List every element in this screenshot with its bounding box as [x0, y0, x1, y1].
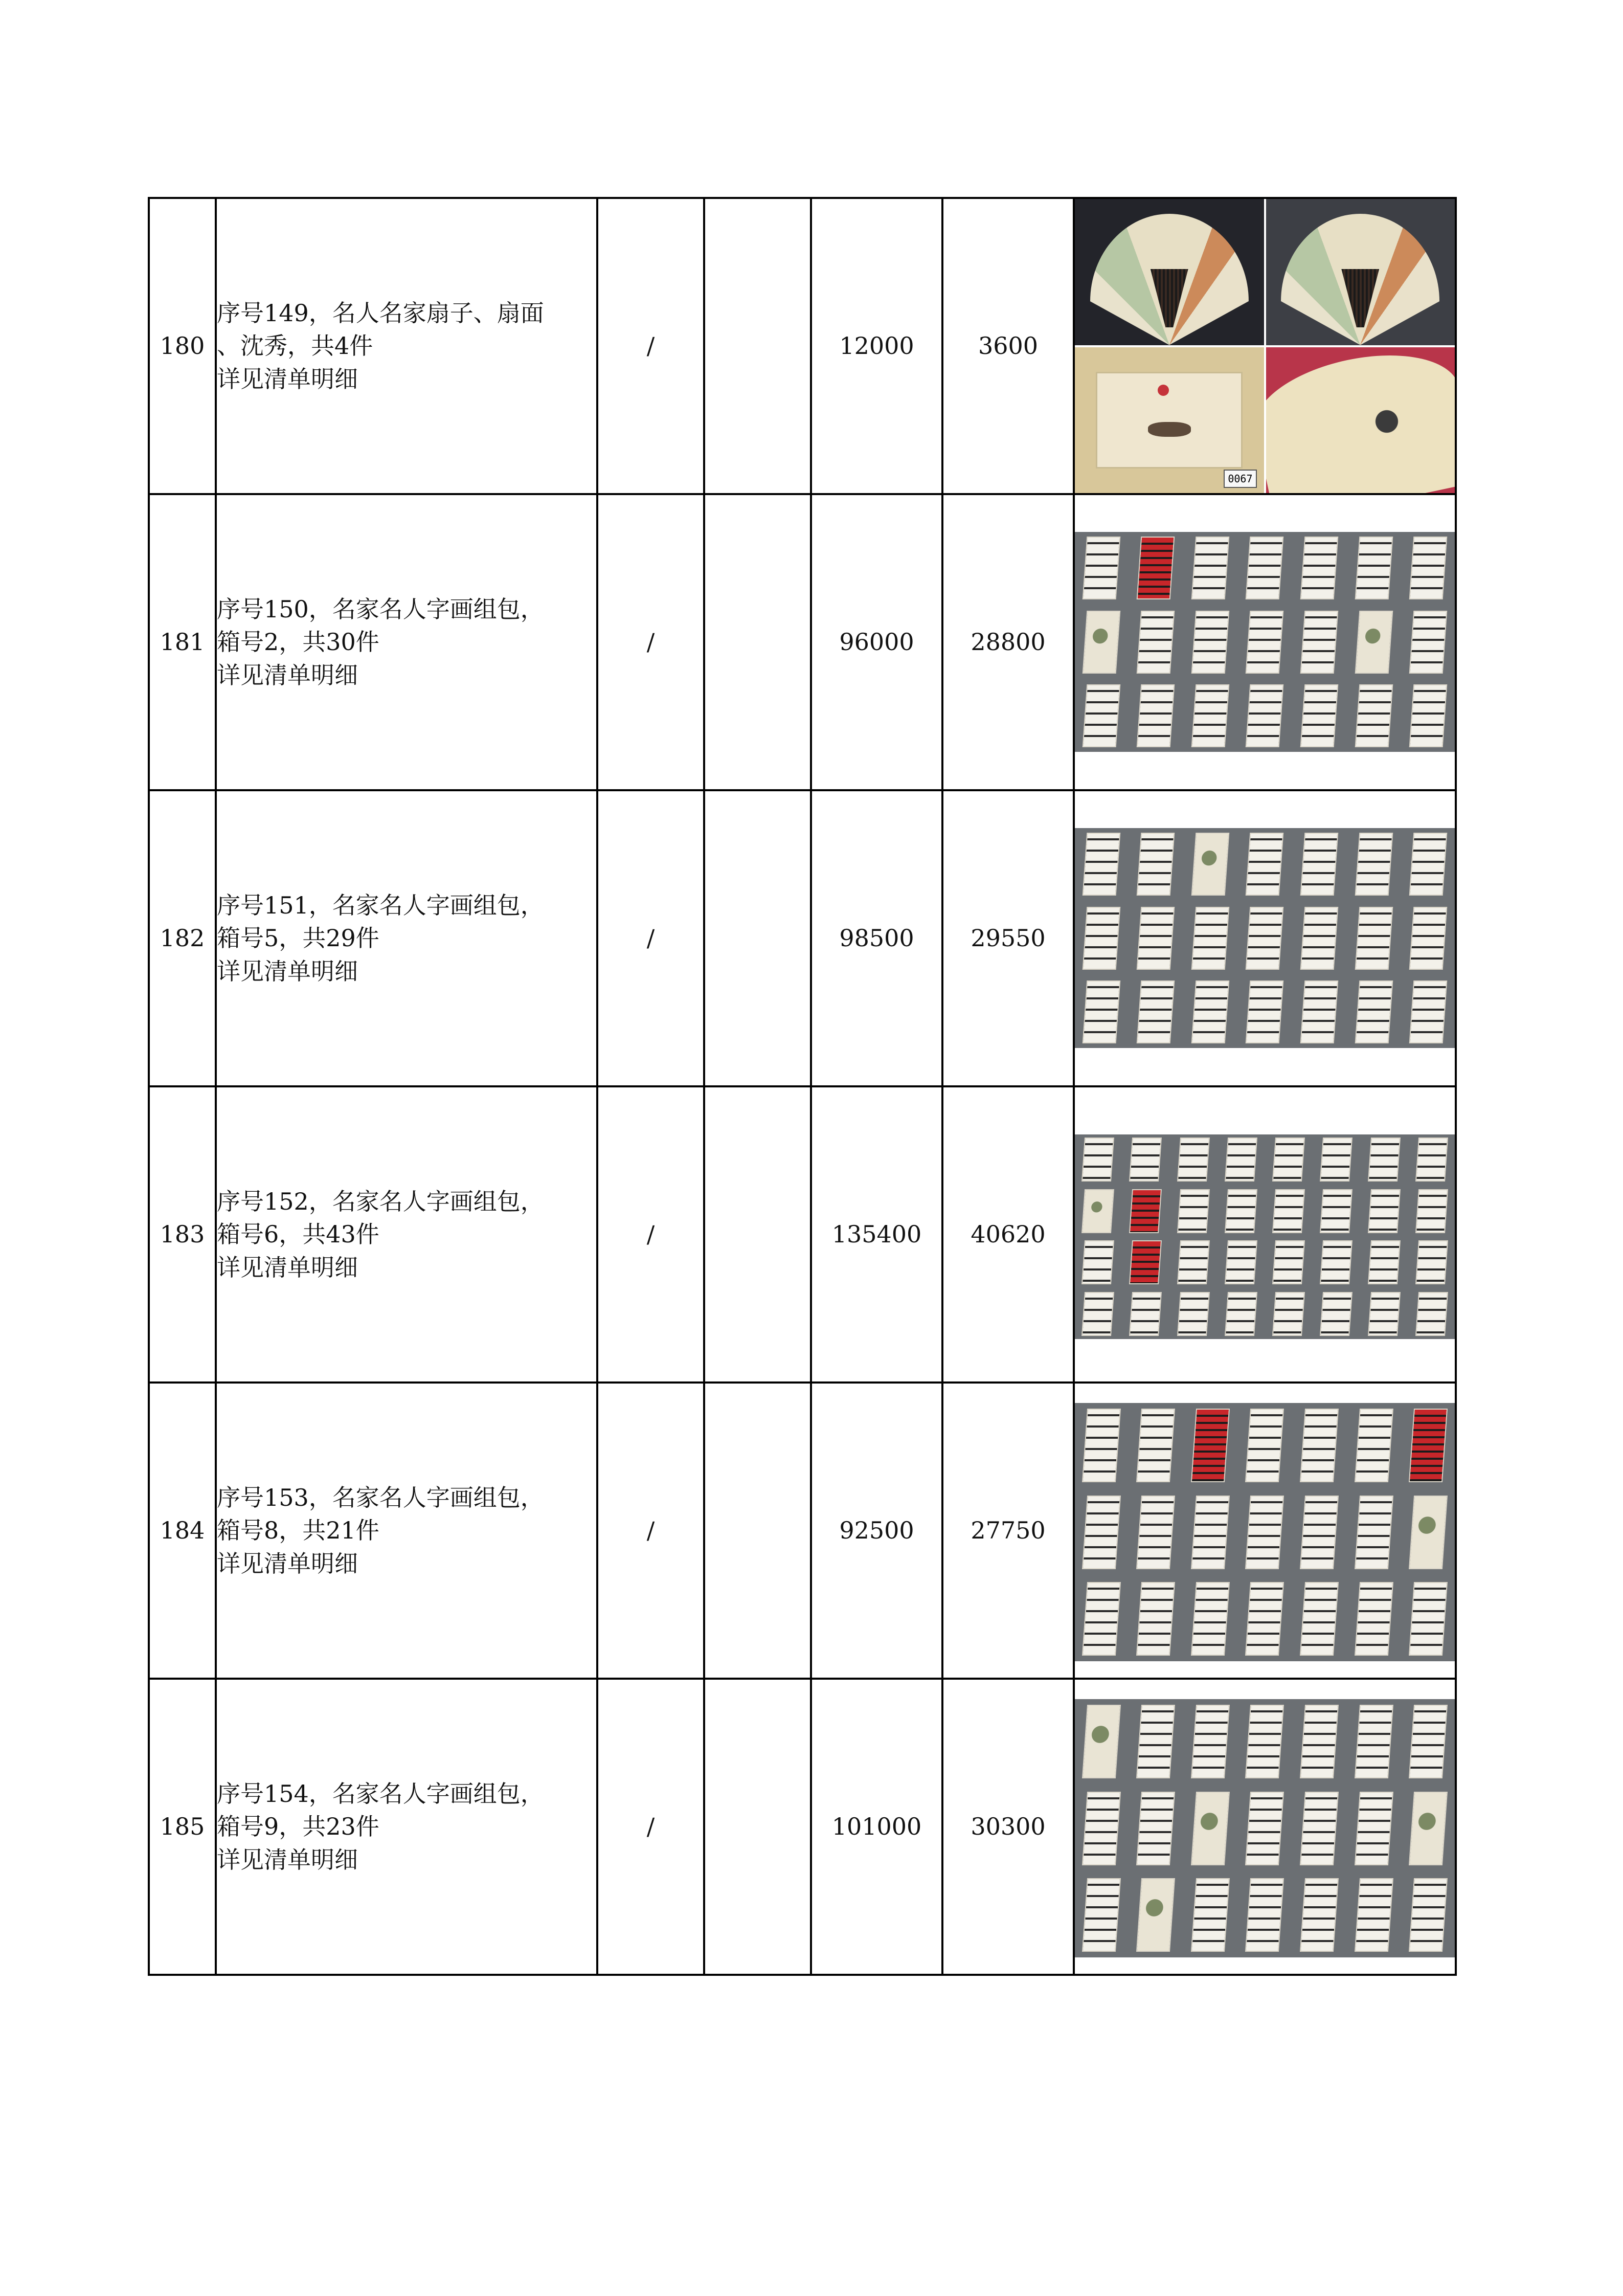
- reference-price: 96000: [811, 494, 942, 790]
- description-line: 详见清单明细: [217, 661, 358, 689]
- description-line: 箱号6，共43件: [217, 1220, 379, 1249]
- deposit-amount: 3600: [942, 198, 1074, 494]
- photo-cell: [1074, 1679, 1456, 1975]
- empty-cell: [704, 1086, 811, 1383]
- photo-cell: [1074, 1086, 1456, 1383]
- deposit-amount: 40620: [942, 1086, 1074, 1383]
- empty-cell: [704, 198, 811, 494]
- calligraphy-photo: [1075, 1699, 1455, 1957]
- description-line: 箱号9，共23件: [217, 1813, 379, 1841]
- description-line: 详见清单明细: [217, 365, 358, 393]
- description-line: 详见清单明细: [217, 1253, 358, 1281]
- lot-description: [216, 790, 597, 1086]
- deposit-amount: 29550: [942, 790, 1074, 1086]
- calligraphy-photo: [1075, 828, 1455, 1048]
- reference-price: 101000: [811, 1679, 942, 1975]
- empty-cell: [704, 1383, 811, 1679]
- empty-cell: [704, 790, 811, 1086]
- description-line: 序号149，名人名家扇子、扇面: [217, 299, 544, 327]
- table-row: [149, 198, 1456, 494]
- lot-table: [148, 197, 1457, 1976]
- lot-description: [216, 1679, 597, 1975]
- photo-cell: [1074, 790, 1456, 1086]
- fan-photo: [1075, 199, 1455, 493]
- lot-number: 185: [149, 1679, 216, 1975]
- description-line: 序号151，名家名人字画组包，: [217, 891, 544, 919]
- description-line: 详见清单明细: [217, 1549, 358, 1577]
- lot-description: [216, 1086, 597, 1383]
- lot-description: [216, 1383, 597, 1679]
- table-row: [149, 1086, 1456, 1383]
- reference-price: 135400: [811, 1086, 942, 1383]
- description-line: 序号152，名家名人字画组包，: [217, 1187, 544, 1215]
- lot-description: [216, 198, 597, 494]
- description-line: 详见清单明细: [217, 957, 358, 985]
- lot-tag: 0067: [1224, 470, 1256, 488]
- photo-cell: [1074, 1383, 1456, 1679]
- lot-number: 180: [149, 198, 216, 494]
- unit-cell: /: [597, 1086, 704, 1383]
- description-line: 详见清单明细: [217, 1845, 358, 1874]
- description-line: 箱号2，共30件: [217, 628, 379, 656]
- calligraphy-photo: [1075, 1134, 1455, 1339]
- lot-number: 182: [149, 790, 216, 1086]
- lot-number: 183: [149, 1086, 216, 1383]
- calligraphy-photo: [1075, 532, 1455, 752]
- reference-price: 92500: [811, 1383, 942, 1679]
- lot-number: 184: [149, 1383, 216, 1679]
- photo-cell: [1074, 494, 1456, 790]
- lot-description: [216, 494, 597, 790]
- lot-number: 181: [149, 494, 216, 790]
- unit-cell: /: [597, 790, 704, 1086]
- unit-cell: /: [597, 494, 704, 790]
- description-line: 、沈秀，共4件: [217, 332, 373, 360]
- table-row: [149, 1383, 1456, 1679]
- reference-price: 98500: [811, 790, 942, 1086]
- deposit-amount: 30300: [942, 1679, 1074, 1975]
- reference-price: 12000: [811, 198, 942, 494]
- description-line: 序号150，名家名人字画组包，: [217, 595, 544, 623]
- table-row: [149, 1679, 1456, 1975]
- table-row: [149, 494, 1456, 790]
- description-line: 序号153，名家名人字画组包，: [217, 1483, 544, 1511]
- unit-cell: /: [597, 1383, 704, 1679]
- description-line: 箱号5，共29件: [217, 924, 379, 952]
- description-line: 箱号8，共21件: [217, 1517, 379, 1545]
- empty-cell: [704, 1679, 811, 1975]
- calligraphy-photo: [1075, 1403, 1455, 1661]
- photo-cell: [1074, 198, 1456, 494]
- empty-cell: [704, 494, 811, 790]
- table-row: [149, 790, 1456, 1086]
- description-line: 序号154，名家名人字画组包，: [217, 1779, 544, 1808]
- unit-cell: /: [597, 198, 704, 494]
- deposit-amount: 28800: [942, 494, 1074, 790]
- unit-cell: /: [597, 1679, 704, 1975]
- deposit-amount: 27750: [942, 1383, 1074, 1679]
